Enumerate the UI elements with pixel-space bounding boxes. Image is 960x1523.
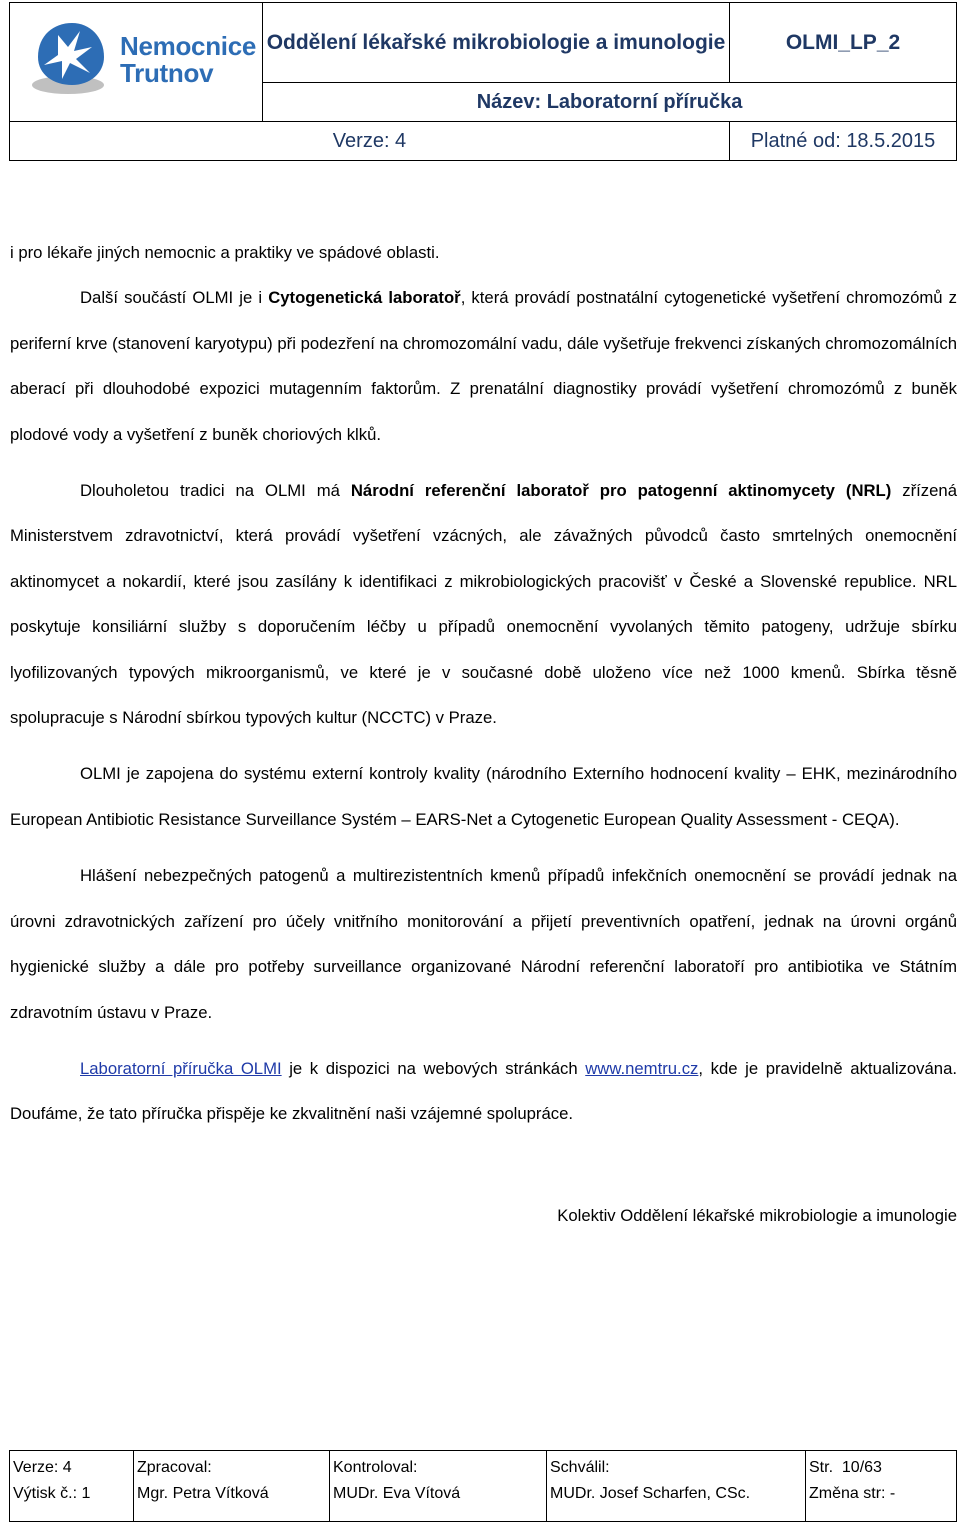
document-footer [9, 1450, 957, 1522]
handbook-link[interactable]: Laboratorní příručka OLMI [80, 1058, 282, 1078]
nrl-bold: Národní referenční laboratoř pro patogenní aktinomycety (NRL) [350, 481, 892, 501]
logo-line1: Nemocnice [120, 31, 257, 61]
text: je k dispozici na webových stránkách [281, 1058, 586, 1078]
department-title: Oddělení lékařské mikrobiologie a imunologie [263, 3, 730, 83]
footer-version: Verze: 4 [13, 1459, 72, 1476]
header-version: Verze: 4 [10, 122, 730, 161]
logo-text [120, 33, 256, 87]
text: , která provádí postnatální cytogenetické vyšetření chromozómů z periferní krve (stanovení karyotypu) při podezření na chromozomální vadu, dále vyšetřuje frekvenci získaných chromozomálních aberací při dlouhodobé expozici mutagenním faktorům. Z prenatální diagnostiky provádí vyšetření chromozómů z buněk plodové vody a vyšetření z buněk choriových klků. [10, 288, 957, 444]
paragraph-cytogenetics [10, 275, 957, 457]
text: Dlouholetou tradici na OLMI má [80, 481, 351, 501]
footer-checked-label: Kontroloval: [333, 1459, 418, 1476]
footer-version-cell [10, 1451, 134, 1522]
paragraph-nrl [10, 468, 957, 740]
footer-print: Výtisk č.: 1 [13, 1485, 91, 1502]
text: , kde je pravidelně aktualizována. Doufáme, že tato příručka přispěje ke zkvalitnění naši vzájemné spolupráce. [10, 1058, 957, 1124]
footer-prepared-name: Mgr. Petra Vítková [137, 1485, 269, 1502]
document-body [10, 230, 957, 1238]
footer-page-cell [806, 1451, 957, 1522]
website-link[interactable]: www.nemtru.cz [585, 1058, 699, 1078]
footer-checked-cell [330, 1451, 547, 1522]
footer-prepared-label: Zpracoval: [137, 1459, 212, 1476]
footer-change: Změna str: - [809, 1485, 896, 1502]
signature: Kolektiv Oddělení lékařské mikrobiologie a imunologie [557, 1205, 957, 1225]
paragraph-handbook [10, 1046, 957, 1137]
document-header [9, 2, 957, 161]
footer-approved-label: Schválil: [550, 1459, 610, 1476]
paragraph-quality: OLMI je zapojena do systému externí kontroly kvality (národního Externího hodnocení kvality – EHK, mezinárodního European Antibiotic Resistance Surveillance Systém – EARS-Net a Cytogenetic European Quality Assessment - CEQA). [10, 764, 957, 829]
logo-line2: Trutnov [120, 58, 214, 88]
hospital-logo-icon [28, 17, 114, 99]
footer-approved-cell [547, 1451, 806, 1522]
footer-prepared-cell [134, 1451, 330, 1522]
document-code: OLMI_LP_2 [730, 3, 957, 83]
document-name: Název: Laboratorní příručka [263, 83, 957, 122]
footer-checked-name: MUDr. Eva Vítová [333, 1485, 461, 1502]
header-valid-from: Platné od: 18.5.2015 [730, 122, 957, 161]
text: zřízená Ministerstvem zdravotnictví, která provádí vyšetření vzácných, ale závažných původců často smrtelných onemocnění aktinomycet a nokardií, které jsou zasílány k identifikaci z mikrobiologických pracovišť v České a Slovenské republice. NRL poskytuje konsiliární služby s doporučením léčby u případů onemocnění vyvolaných těmito patogeny, udržuje sbírku lyofilizovaných typových mikroorganismů, ve které je v současné době uloženo více než 1000 kmenů. Sbírka těsně spolupracuje s Národní sbírkou typových kultur (NCCTC) v Praze. [10, 481, 957, 728]
paragraph-continuation: i pro lékaře jiných nemocnic a praktiky ve spádové oblasti. [10, 243, 440, 262]
text: Další součástí OLMI je i [80, 288, 269, 308]
cytogenetics-lab-bold: Cytogenetická laboratoř [268, 288, 461, 308]
footer-page: Str. 10/63 [809, 1459, 882, 1476]
paragraph-reporting: Hlášení nebezpečných patogenů a multirezistentních kmenů případů infekčních onemocnění se provádí jednak na úrovni zdravotnických zařízení pro účely vnitřního monitorování a přijetí preventivních opatření, jednak na úrovni orgánů hygienické služby a dále pro potřeby surveillance organizované Národní referenční laboratoří pro antibiotika ve Státním zdravotním ústavu v Praze. [10, 866, 957, 1022]
logo-cell [10, 3, 263, 122]
footer-approved-name: MUDr. Josef Scharfen, CSc. [550, 1485, 751, 1502]
